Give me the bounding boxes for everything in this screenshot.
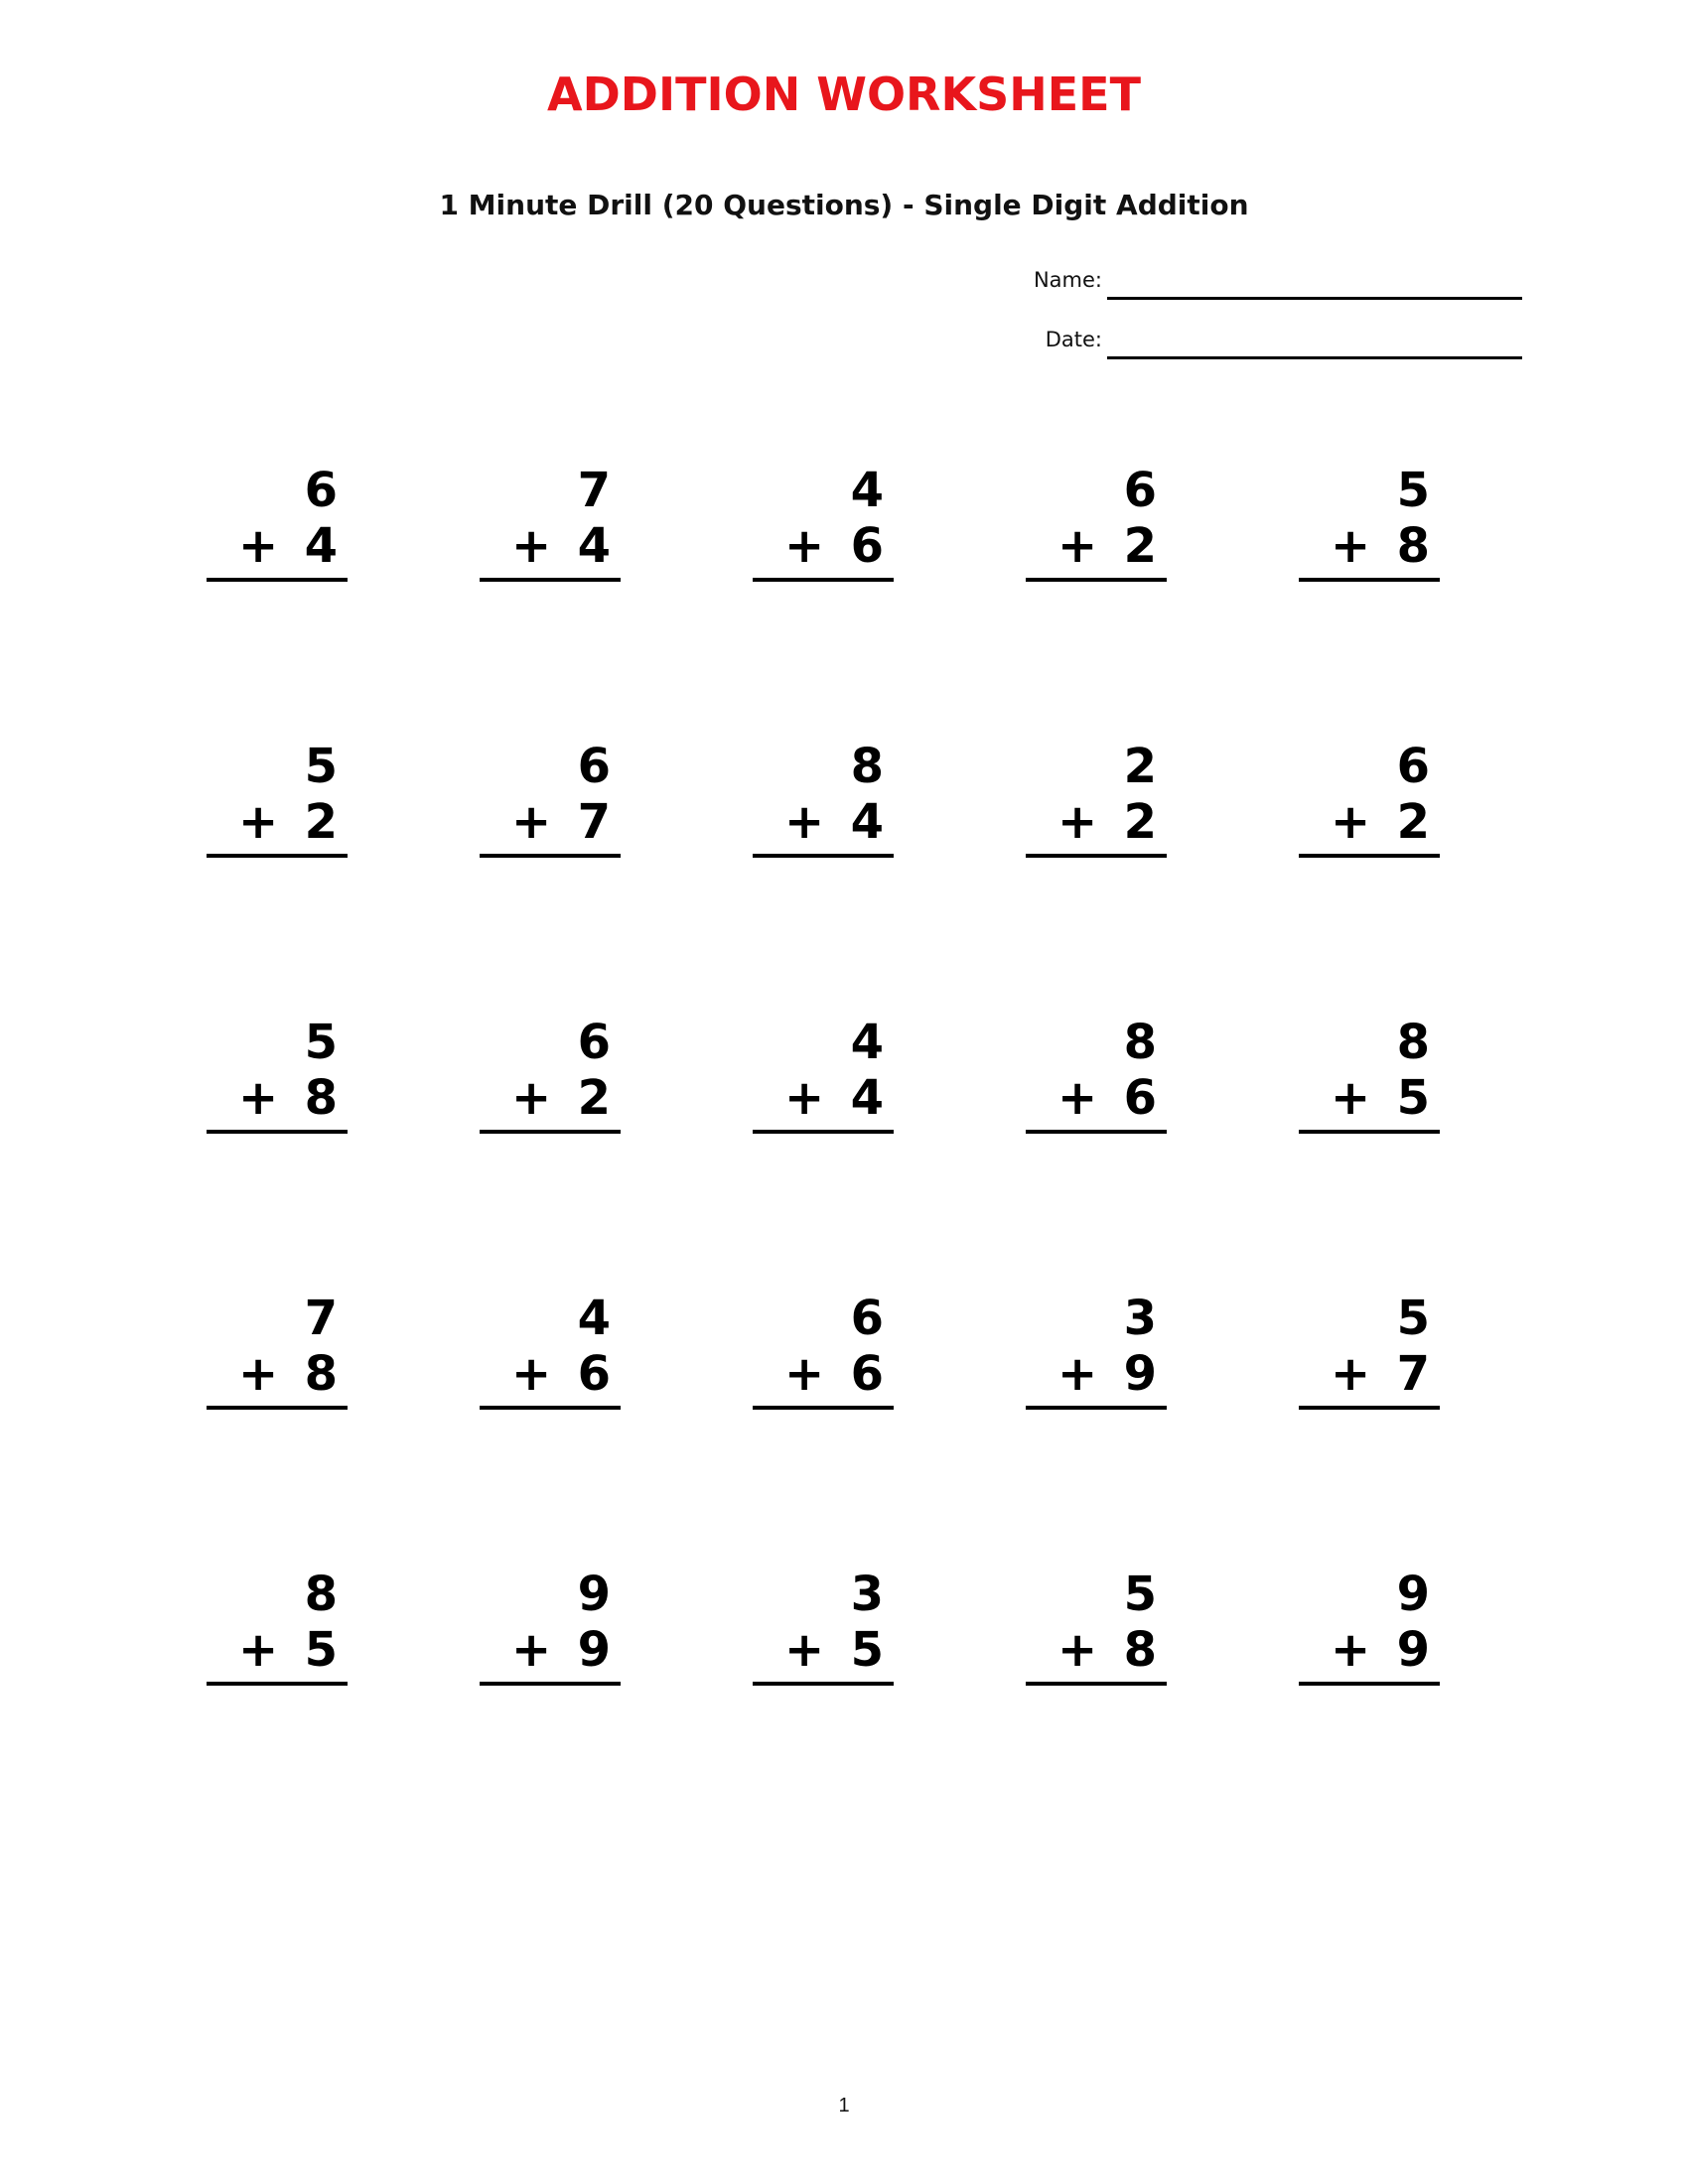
plus-sign: + bbox=[238, 1070, 279, 1126]
top-addend: 3 bbox=[1123, 1291, 1157, 1346]
date-label: Date: bbox=[1045, 328, 1102, 351]
top-addend: 6 bbox=[577, 739, 611, 794]
answer-line[interactable] bbox=[207, 1682, 348, 1686]
bottom-addend: 7 bbox=[1396, 1346, 1430, 1402]
bottom-addend: 2 bbox=[577, 1070, 611, 1126]
answer-line[interactable] bbox=[1026, 854, 1167, 858]
addition-problem bbox=[1026, 1015, 1167, 1132]
bottom-addend: 9 bbox=[577, 1622, 611, 1678]
answer-line[interactable] bbox=[1026, 1406, 1167, 1410]
plus-sign: + bbox=[1331, 1070, 1371, 1126]
answer-line[interactable] bbox=[207, 854, 348, 858]
answer-line[interactable] bbox=[480, 578, 621, 582]
top-addend: 6 bbox=[577, 1015, 611, 1070]
bottom-addend: 9 bbox=[1123, 1346, 1157, 1402]
plus-sign: + bbox=[238, 794, 279, 850]
plus-sign: + bbox=[784, 1070, 825, 1126]
answer-line[interactable] bbox=[480, 1682, 621, 1686]
plus-sign: + bbox=[238, 1622, 279, 1678]
addition-problem bbox=[753, 463, 894, 580]
addition-problem bbox=[1026, 463, 1167, 580]
answer-line[interactable] bbox=[207, 1130, 348, 1134]
bottom-addend: 5 bbox=[304, 1622, 338, 1678]
top-addend: 2 bbox=[1123, 739, 1157, 794]
bottom-addend: 6 bbox=[1123, 1070, 1157, 1126]
addition-problem bbox=[753, 739, 894, 856]
addition-problem bbox=[207, 463, 348, 580]
bottom-addend: 5 bbox=[1396, 1070, 1430, 1126]
answer-line[interactable] bbox=[1026, 1130, 1167, 1134]
answer-line[interactable] bbox=[1299, 1682, 1440, 1686]
plus-sign: + bbox=[784, 518, 825, 574]
top-addend: 4 bbox=[850, 1015, 884, 1070]
bottom-addend: 2 bbox=[1123, 518, 1157, 574]
answer-line[interactable] bbox=[753, 1130, 894, 1134]
bottom-addend: 4 bbox=[850, 1070, 884, 1126]
plus-sign: + bbox=[511, 1070, 552, 1126]
top-addend: 5 bbox=[304, 1015, 338, 1070]
addition-problem bbox=[207, 739, 348, 856]
answer-line[interactable] bbox=[1026, 1682, 1167, 1686]
bottom-addend: 8 bbox=[304, 1070, 338, 1126]
top-addend: 5 bbox=[304, 739, 338, 794]
plus-sign: + bbox=[1331, 518, 1371, 574]
answer-line[interactable] bbox=[753, 854, 894, 858]
answer-line[interactable] bbox=[753, 1682, 894, 1686]
answer-line[interactable] bbox=[480, 854, 621, 858]
top-addend: 7 bbox=[577, 463, 611, 518]
plus-sign: + bbox=[1057, 1622, 1098, 1678]
answer-line[interactable] bbox=[207, 1406, 348, 1410]
bottom-addend: 4 bbox=[304, 518, 338, 574]
top-addend: 6 bbox=[304, 463, 338, 518]
plus-sign: + bbox=[511, 794, 552, 850]
addition-problem bbox=[1299, 1567, 1440, 1684]
plus-sign: + bbox=[784, 1622, 825, 1678]
top-addend: 8 bbox=[1396, 1015, 1430, 1070]
worksheet-title: ADDITION WORKSHEET bbox=[547, 68, 1141, 121]
bottom-addend: 8 bbox=[1396, 518, 1430, 574]
bottom-addend: 2 bbox=[1396, 794, 1430, 850]
addition-problem bbox=[207, 1567, 348, 1684]
top-addend: 6 bbox=[850, 1291, 884, 1346]
bottom-addend: 2 bbox=[1123, 794, 1157, 850]
plus-sign: + bbox=[511, 518, 552, 574]
worksheet-subtitle: 1 Minute Drill (20 Questions) - Single Digit Addition bbox=[439, 189, 1249, 221]
answer-line[interactable] bbox=[207, 578, 348, 582]
top-addend: 5 bbox=[1123, 1567, 1157, 1622]
bottom-addend: 8 bbox=[304, 1346, 338, 1402]
bottom-addend: 4 bbox=[850, 794, 884, 850]
plus-sign: + bbox=[511, 1346, 552, 1402]
addition-problem bbox=[480, 739, 621, 856]
top-addend: 6 bbox=[1396, 739, 1430, 794]
addition-problem bbox=[753, 1567, 894, 1684]
top-addend: 5 bbox=[1396, 463, 1430, 518]
top-addend: 5 bbox=[1396, 1291, 1430, 1346]
plus-sign: + bbox=[1331, 1622, 1371, 1678]
bottom-addend: 4 bbox=[577, 518, 611, 574]
addition-problem bbox=[753, 1015, 894, 1132]
name-label: Name: bbox=[1033, 268, 1102, 292]
addition-problem bbox=[207, 1291, 348, 1408]
top-addend: 4 bbox=[850, 463, 884, 518]
addition-problem bbox=[753, 1291, 894, 1408]
top-addend: 9 bbox=[1396, 1567, 1430, 1622]
plus-sign: + bbox=[1331, 1346, 1371, 1402]
bottom-addend: 9 bbox=[1396, 1622, 1430, 1678]
top-addend: 6 bbox=[1123, 463, 1157, 518]
addition-problem bbox=[1299, 1291, 1440, 1408]
plus-sign: + bbox=[784, 1346, 825, 1402]
answer-line[interactable] bbox=[1026, 578, 1167, 582]
bottom-addend: 5 bbox=[850, 1622, 884, 1678]
top-addend: 4 bbox=[577, 1291, 611, 1346]
plus-sign: + bbox=[238, 1346, 279, 1402]
addition-problem bbox=[480, 1291, 621, 1408]
plus-sign: + bbox=[1331, 794, 1371, 850]
bottom-addend: 8 bbox=[1123, 1622, 1157, 1678]
bottom-addend: 7 bbox=[577, 794, 611, 850]
plus-sign: + bbox=[238, 518, 279, 574]
top-addend: 7 bbox=[304, 1291, 338, 1346]
top-addend: 8 bbox=[1123, 1015, 1157, 1070]
addition-problem bbox=[1026, 739, 1167, 856]
addition-problem bbox=[1299, 1015, 1440, 1132]
plus-sign: + bbox=[784, 794, 825, 850]
answer-line[interactable] bbox=[1299, 1130, 1440, 1134]
bottom-addend: 6 bbox=[850, 1346, 884, 1402]
addition-problem bbox=[1299, 463, 1440, 580]
plus-sign: + bbox=[511, 1622, 552, 1678]
top-addend: 8 bbox=[850, 739, 884, 794]
answer-line[interactable] bbox=[480, 1406, 621, 1410]
bottom-addend: 6 bbox=[577, 1346, 611, 1402]
addition-problem bbox=[480, 463, 621, 580]
plus-sign: + bbox=[1057, 1070, 1098, 1126]
addition-problem bbox=[480, 1567, 621, 1684]
addition-problem bbox=[1026, 1291, 1167, 1408]
answer-line[interactable] bbox=[753, 1406, 894, 1410]
answer-line[interactable] bbox=[1299, 1406, 1440, 1410]
answer-line[interactable] bbox=[480, 1130, 621, 1134]
top-addend: 3 bbox=[850, 1567, 884, 1622]
plus-sign: + bbox=[1057, 1346, 1098, 1402]
addition-problem bbox=[480, 1015, 621, 1132]
answer-line[interactable] bbox=[753, 578, 894, 582]
plus-sign: + bbox=[1057, 794, 1098, 850]
bottom-addend: 2 bbox=[304, 794, 338, 850]
bottom-addend: 6 bbox=[850, 518, 884, 574]
answer-line[interactable] bbox=[1299, 578, 1440, 582]
top-addend: 9 bbox=[577, 1567, 611, 1622]
addition-problem bbox=[1026, 1567, 1167, 1684]
plus-sign: + bbox=[1057, 518, 1098, 574]
addition-problem bbox=[1299, 739, 1440, 856]
top-addend: 8 bbox=[304, 1567, 338, 1622]
page-number: 1 bbox=[838, 2095, 850, 2116]
addition-problem bbox=[207, 1015, 348, 1132]
answer-line[interactable] bbox=[1299, 854, 1440, 858]
